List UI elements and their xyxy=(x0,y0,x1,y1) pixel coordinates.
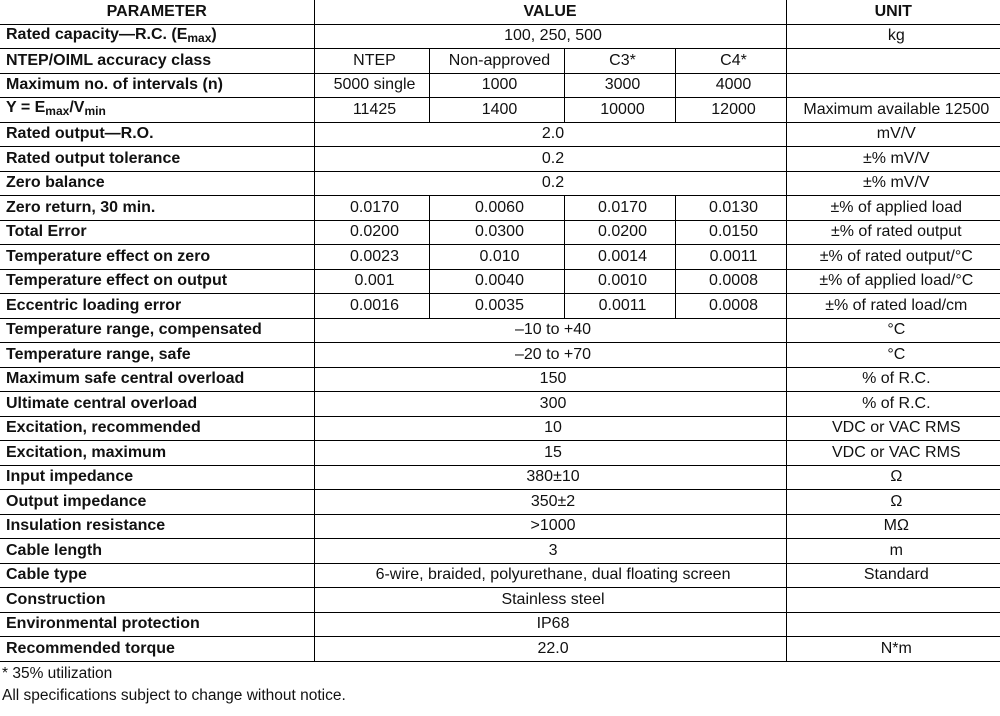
parameter-label: Excitation, recommended xyxy=(6,419,201,437)
parameter-cell xyxy=(0,343,314,368)
unit-cell: % of R.C. xyxy=(786,392,1000,417)
table-row xyxy=(0,294,1000,319)
parameter-cell xyxy=(0,294,314,319)
parameter-cell xyxy=(0,73,314,98)
parameter-cell xyxy=(0,98,314,123)
table-row xyxy=(0,49,1000,74)
parameter-label: Insulation resistance xyxy=(6,517,166,535)
unit-cell: Ω xyxy=(786,465,1000,490)
value-cell: 0.0170 xyxy=(564,196,675,221)
parameter-cell xyxy=(0,441,314,466)
footnotes xyxy=(0,663,1000,707)
unit-cell: m xyxy=(786,539,1000,564)
unit-cell xyxy=(786,73,1000,98)
unit-cell: °C xyxy=(786,318,1000,343)
parameter-cell xyxy=(0,269,314,294)
unit-cell: MΩ xyxy=(786,514,1000,539)
value-cell: –20 to +70 xyxy=(314,343,786,368)
parameter-cell xyxy=(0,612,314,637)
unit-cell: Standard xyxy=(786,563,1000,588)
value-cell: 6-wire, braided, polyurethane, dual floating screen xyxy=(314,563,786,588)
parameter-label: Temperature range, compensated xyxy=(6,321,262,339)
value-cell: C4* xyxy=(675,49,786,74)
parameter-cell xyxy=(0,122,314,147)
value-cell: IP68 xyxy=(314,612,786,637)
unit-cell xyxy=(786,49,1000,74)
value-cell: 350±2 xyxy=(314,490,786,515)
unit-cell: ±% of rated load/cm xyxy=(786,294,1000,319)
table-row xyxy=(0,196,1000,221)
table-row xyxy=(0,171,1000,196)
parameter-cell xyxy=(0,490,314,515)
parameter-cell xyxy=(0,465,314,490)
table-row xyxy=(0,465,1000,490)
value-cell: 3000 xyxy=(564,73,675,98)
unit-cell: ±% mV/V xyxy=(786,171,1000,196)
value-cell: 100, 250, 500 xyxy=(314,24,786,49)
table-row xyxy=(0,245,1000,270)
parameter-cell xyxy=(0,563,314,588)
table-row xyxy=(0,367,1000,392)
table-row xyxy=(0,98,1000,123)
parameter-label: Recommended torque xyxy=(6,639,175,657)
footnote-utilization: * 35% utilization xyxy=(2,664,113,682)
value-cell: 0.001 xyxy=(314,269,429,294)
table-row xyxy=(0,441,1000,466)
value-cell: 0.0035 xyxy=(429,294,564,319)
unit-cell xyxy=(786,588,1000,613)
table-row xyxy=(0,539,1000,564)
parameter-label: Input impedance xyxy=(6,468,134,486)
parameter-label: Environmental protection xyxy=(6,615,200,633)
value-cell: 0.2 xyxy=(314,171,786,196)
unit-cell: VDC or VAC RMS xyxy=(786,416,1000,441)
parameter-label: Ultimate central overload xyxy=(6,394,198,412)
unit-cell: ±% of rated output xyxy=(786,220,1000,245)
parameter-cell xyxy=(0,245,314,270)
value-cell: 2.0 xyxy=(314,122,786,147)
unit-cell: mV/V xyxy=(786,122,1000,147)
table-row xyxy=(0,563,1000,588)
parameter-label: Y = E xyxy=(6,99,46,117)
table-row xyxy=(0,220,1000,245)
value-cell: 0.0011 xyxy=(564,294,675,319)
table-row xyxy=(0,24,1000,49)
value-cell: –10 to +40 xyxy=(314,318,786,343)
unit-cell: Ω xyxy=(786,490,1000,515)
parameter-label: Total Error xyxy=(6,223,87,241)
value-cell: Stainless steel xyxy=(314,588,786,613)
value-cell: 0.0200 xyxy=(564,220,675,245)
parameter-label-mid: /V xyxy=(69,99,85,117)
unit-cell: kg xyxy=(786,24,1000,49)
table-row xyxy=(0,269,1000,294)
value-cell: 10 xyxy=(314,416,786,441)
value-cell: 0.010 xyxy=(429,245,564,270)
parameter-label: Output impedance xyxy=(6,492,147,510)
parameter-label: Rated capacity—R.C. (E xyxy=(6,25,188,43)
parameter-label: Temperature effect on zero xyxy=(6,247,211,265)
value-cell: 0.0060 xyxy=(429,196,564,221)
spec-body xyxy=(0,24,1000,661)
value-cell: 0.0008 xyxy=(675,269,786,294)
parameter-label: Zero return, 30 min. xyxy=(6,198,156,216)
value-cell: 0.0150 xyxy=(675,220,786,245)
table-row xyxy=(0,343,1000,368)
parameter-cell xyxy=(0,24,314,49)
table-row xyxy=(0,392,1000,417)
parameter-label: Temperature effect on output xyxy=(6,272,228,290)
parameter-label: Cable type xyxy=(6,566,87,584)
value-cell: 3 xyxy=(314,539,786,564)
value-cell: 4000 xyxy=(675,73,786,98)
value-cell: 300 xyxy=(314,392,786,417)
header-parameter: PARAMETER xyxy=(0,0,314,24)
value-cell: 12000 xyxy=(675,98,786,123)
value-cell: 0.0130 xyxy=(675,196,786,221)
unit-cell: N*m xyxy=(786,637,1000,662)
value-cell: 380±10 xyxy=(314,465,786,490)
parameter-subscript: min xyxy=(84,104,106,119)
parameter-subscript: max xyxy=(45,104,70,119)
unit-cell: ±% of rated output/°C xyxy=(786,245,1000,270)
parameter-cell xyxy=(0,171,314,196)
value-cell: 5000 single xyxy=(314,73,429,98)
value-cell: 1000 xyxy=(429,73,564,98)
parameter-subscript: max xyxy=(187,30,212,45)
header-row xyxy=(0,0,1000,24)
value-cell: 0.0014 xyxy=(564,245,675,270)
table-row xyxy=(0,514,1000,539)
table-row xyxy=(0,318,1000,343)
parameter-cell xyxy=(0,539,314,564)
unit-cell: % of R.C. xyxy=(786,367,1000,392)
value-cell: 0.0300 xyxy=(429,220,564,245)
table-row xyxy=(0,416,1000,441)
parameter-label: Rated output tolerance xyxy=(6,149,181,167)
footnote-disclaimer: All specifications subject to change without notice. xyxy=(2,686,346,704)
table-row xyxy=(0,490,1000,515)
parameter-cell xyxy=(0,514,314,539)
parameter-label: Zero balance xyxy=(6,174,105,192)
value-cell: 0.0200 xyxy=(314,220,429,245)
parameter-label: Maximum no. of intervals (n) xyxy=(6,76,223,94)
unit-cell: °C xyxy=(786,343,1000,368)
parameter-cell xyxy=(0,220,314,245)
parameter-cell xyxy=(0,416,314,441)
table-row xyxy=(0,588,1000,613)
parameter-cell xyxy=(0,318,314,343)
value-cell: 0.0040 xyxy=(429,269,564,294)
value-cell: 11425 xyxy=(314,98,429,123)
table-row xyxy=(0,637,1000,662)
parameter-label: Construction xyxy=(6,590,106,608)
parameter-cell xyxy=(0,392,314,417)
table-row xyxy=(0,147,1000,172)
unit-cell: Maximum available 12500 xyxy=(786,98,1000,123)
value-cell: 0.2 xyxy=(314,147,786,172)
value-cell: 0.0023 xyxy=(314,245,429,270)
value-cell: 1400 xyxy=(429,98,564,123)
parameter-label: Temperature range, safe xyxy=(6,345,191,363)
value-cell: 10000 xyxy=(564,98,675,123)
value-cell: C3* xyxy=(564,49,675,74)
value-cell: 22.0 xyxy=(314,637,786,662)
unit-cell xyxy=(786,612,1000,637)
parameter-label: Maximum safe central overload xyxy=(6,370,245,388)
unit-cell: ±% of applied load xyxy=(786,196,1000,221)
parameter-label: Excitation, maximum xyxy=(6,443,167,461)
parameter-label: Eccentric loading error xyxy=(6,296,182,314)
value-cell: 150 xyxy=(314,367,786,392)
value-cell: >1000 xyxy=(314,514,786,539)
parameter-cell xyxy=(0,637,314,662)
parameter-cell xyxy=(0,196,314,221)
parameter-cell xyxy=(0,367,314,392)
parameter-cell xyxy=(0,588,314,613)
table-row xyxy=(0,122,1000,147)
parameter-cell xyxy=(0,49,314,74)
value-cell: 15 xyxy=(314,441,786,466)
parameter-label: Rated output—R.O. xyxy=(6,125,154,143)
value-cell: 0.0010 xyxy=(564,269,675,294)
parameter-cell xyxy=(0,147,314,172)
value-cell: 0.0016 xyxy=(314,294,429,319)
unit-cell: VDC or VAC RMS xyxy=(786,441,1000,466)
value-cell: 0.0170 xyxy=(314,196,429,221)
header-value: VALUE xyxy=(314,0,786,24)
unit-cell: ±% of applied load/°C xyxy=(786,269,1000,294)
value-cell: 0.0011 xyxy=(675,245,786,270)
unit-cell: ±% mV/V xyxy=(786,147,1000,172)
parameter-label-tail: ) xyxy=(211,25,217,43)
header-unit: UNIT xyxy=(786,0,1000,24)
parameter-label: Cable length xyxy=(6,541,103,559)
value-cell: Non-approved xyxy=(429,49,564,74)
table-row xyxy=(0,73,1000,98)
value-cell: 0.0008 xyxy=(675,294,786,319)
parameter-label: NTEP/OIML accuracy class xyxy=(6,51,212,69)
table-row xyxy=(0,612,1000,637)
value-cell: NTEP xyxy=(314,49,429,74)
